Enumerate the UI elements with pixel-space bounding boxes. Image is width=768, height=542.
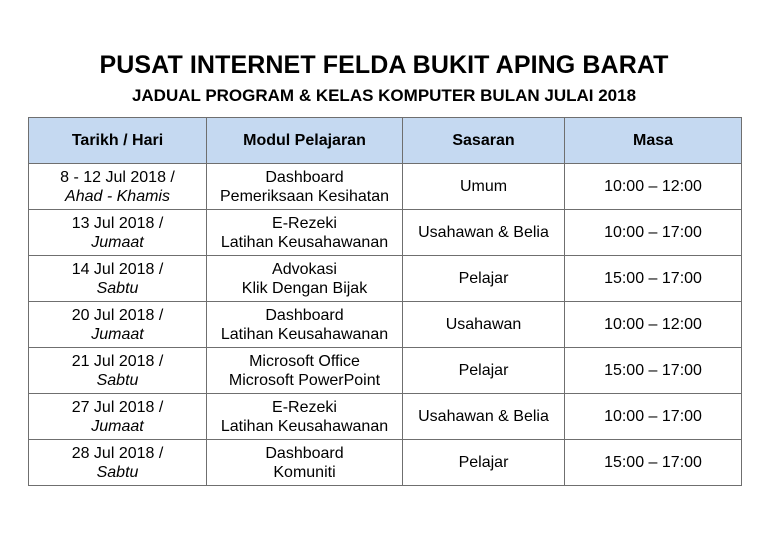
- day-text: Ahad - Khamis: [65, 187, 170, 205]
- column-header-time: Masa: [565, 118, 742, 164]
- module-cell: [207, 210, 403, 256]
- time-cell: 15:00 – 17:00: [565, 440, 742, 486]
- date-cell: [29, 440, 207, 486]
- page-title: PUSAT INTERNET FELDA BUKIT APING BARAT: [99, 51, 669, 79]
- module-detail: Latihan Keusahawanan: [220, 417, 389, 435]
- module-name: E-Rezeki: [272, 398, 337, 416]
- day-text: Jumaat: [91, 417, 144, 435]
- date-cell: [29, 256, 207, 302]
- date-cell: [29, 164, 207, 210]
- module-detail: Latihan Keusahawanan: [220, 233, 389, 251]
- module-name: E-Rezeki: [272, 214, 337, 232]
- date-cell: [29, 394, 207, 440]
- module-name: Advokasi: [272, 260, 337, 278]
- module-cell: [207, 394, 403, 440]
- time-cell: 10:00 – 17:00: [565, 210, 742, 256]
- day-text: Sabtu: [96, 279, 139, 297]
- date-text: 21 Jul 2018 /: [71, 352, 164, 370]
- table-row: [29, 302, 742, 348]
- table-row: [29, 256, 742, 302]
- date-text: 27 Jul 2018 /: [71, 398, 164, 416]
- time-cell: 10:00 – 17:00: [565, 394, 742, 440]
- table-row: [29, 164, 742, 210]
- time-cell: 15:00 – 17:00: [565, 256, 742, 302]
- date-text: 14 Jul 2018 /: [71, 260, 164, 278]
- module-detail: Klik Dengan Bijak: [241, 279, 368, 297]
- target-cell: Umum: [403, 164, 565, 210]
- date-cell: [29, 302, 207, 348]
- table-row: [29, 440, 742, 486]
- module-name: Dashboard: [265, 444, 344, 462]
- time-cell: 10:00 – 12:00: [565, 302, 742, 348]
- module-cell: [207, 440, 403, 486]
- date-text: 13 Jul 2018 /: [71, 214, 164, 232]
- table-row: [29, 394, 742, 440]
- module-name: Dashboard: [265, 168, 344, 186]
- module-cell: [207, 164, 403, 210]
- table-header-row: [29, 118, 742, 164]
- day-text: Jumaat: [91, 233, 144, 251]
- module-detail: Pemeriksaan Kesihatan: [220, 187, 389, 205]
- module-cell: [207, 302, 403, 348]
- date-text: 20 Jul 2018 /: [71, 306, 164, 324]
- module-detail: Komuniti: [273, 463, 336, 481]
- schedule-table: [28, 117, 742, 486]
- time-cell: 10:00 – 12:00: [565, 164, 742, 210]
- module-cell: [207, 348, 403, 394]
- module-cell: [207, 256, 403, 302]
- day-text: Sabtu: [96, 463, 139, 481]
- date-text: 8 - 12 Jul 2018 /: [60, 168, 175, 186]
- day-text: Jumaat: [91, 325, 144, 343]
- target-cell: Pelajar: [403, 348, 565, 394]
- target-cell: Usahawan & Belia: [403, 210, 565, 256]
- page-subtitle: JADUAL PROGRAM & KELAS KOMPUTER BULAN JULAI 2018: [131, 86, 637, 105]
- target-cell: Pelajar: [403, 440, 565, 486]
- table-row: [29, 348, 742, 394]
- day-text: Sabtu: [96, 371, 139, 389]
- module-name: Microsoft Office: [249, 352, 360, 370]
- column-header-module: Modul Pelajaran: [207, 118, 403, 164]
- module-detail: Microsoft PowerPoint: [228, 371, 381, 389]
- target-cell: Usahawan: [403, 302, 565, 348]
- target-cell: Pelajar: [403, 256, 565, 302]
- module-name: Dashboard: [265, 306, 344, 324]
- table-row: [29, 210, 742, 256]
- date-cell: [29, 210, 207, 256]
- column-header-target: Sasaran: [403, 118, 565, 164]
- date-text: 28 Jul 2018 /: [71, 444, 164, 462]
- target-cell: Usahawan & Belia: [403, 394, 565, 440]
- column-header-date: Tarikh / Hari: [29, 118, 207, 164]
- date-cell: [29, 348, 207, 394]
- time-cell: 15:00 – 17:00: [565, 348, 742, 394]
- module-detail: Latihan Keusahawanan: [220, 325, 389, 343]
